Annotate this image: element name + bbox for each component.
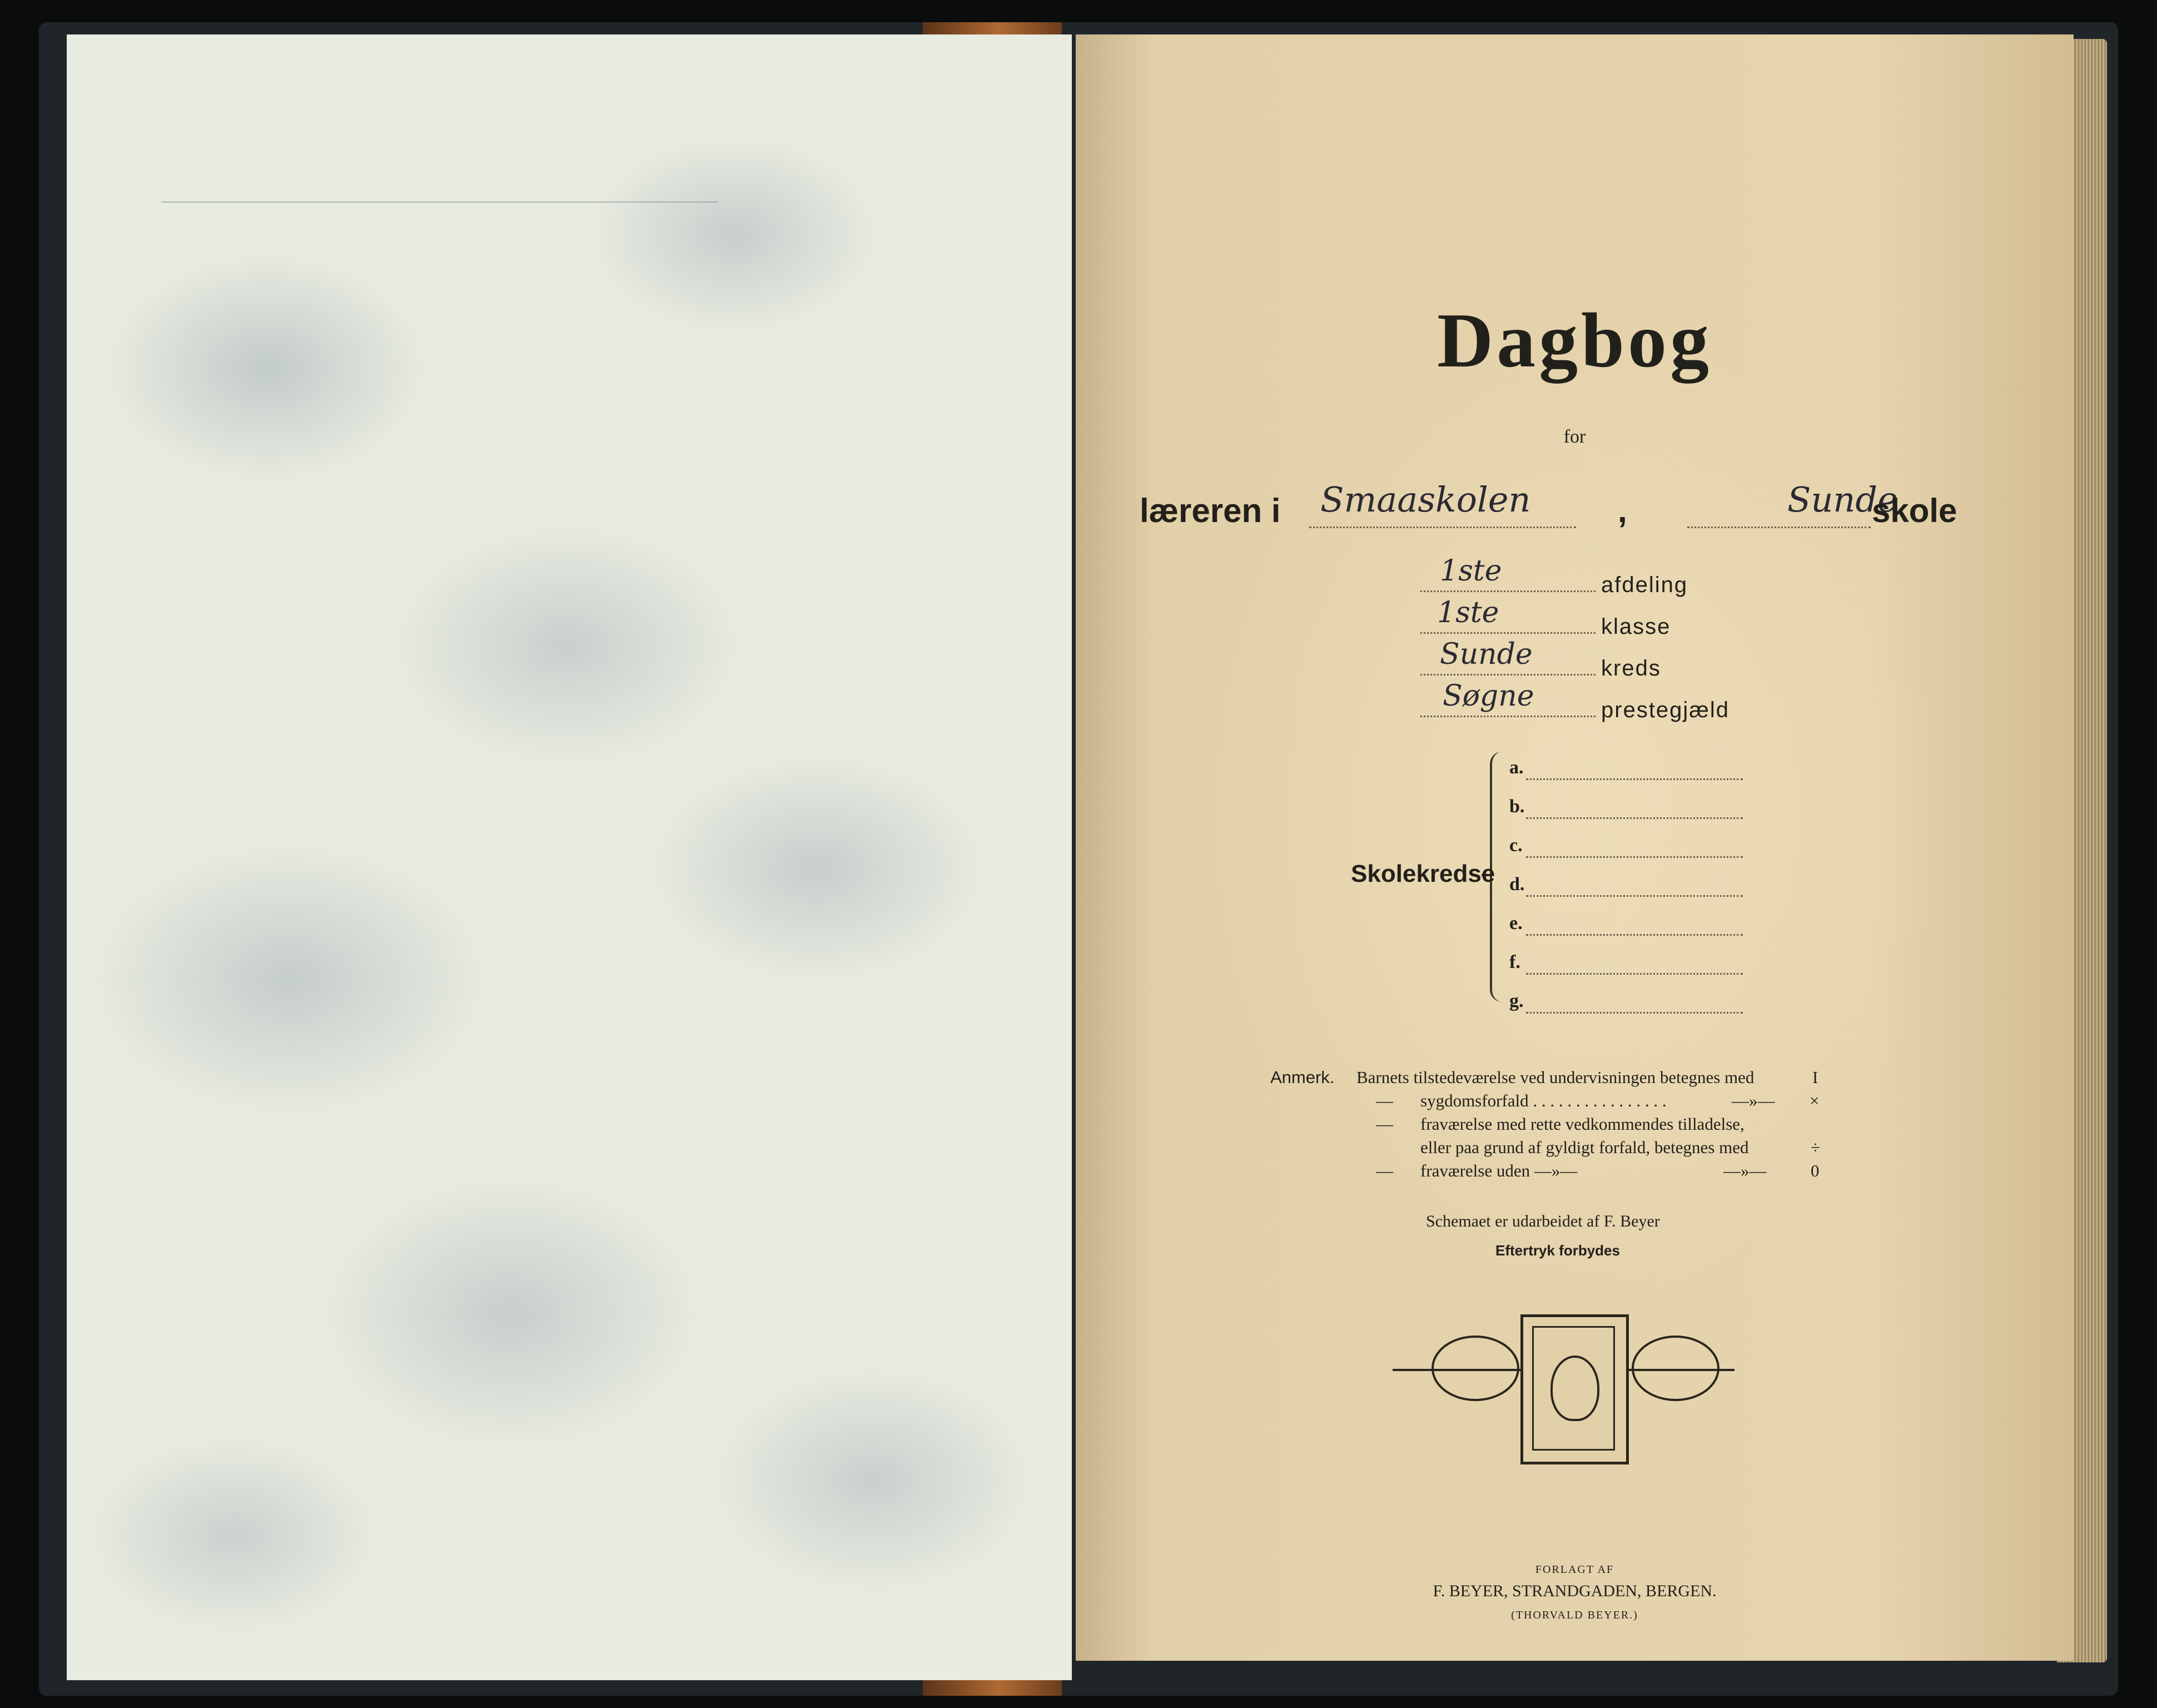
- prestegjaeld-label: prestegjæld: [1601, 698, 1730, 722]
- skolekredse-letter-b: b.: [1509, 796, 1525, 817]
- anmerk-line-1: Barnets tilstedeværelse ved undervisningen betegnes med: [1356, 1068, 1755, 1087]
- afdeling-label: afdeling: [1601, 573, 1688, 597]
- skolekredse-letter-g: g.: [1509, 991, 1524, 1011]
- flourish-left: [1432, 1335, 1519, 1401]
- anmerk-symbol-4: ÷: [1811, 1138, 1821, 1157]
- afdeling-dotted-line: [1420, 590, 1596, 592]
- kreds-dotted-line: [1420, 674, 1596, 676]
- anmerk-dash-5: —: [1376, 1161, 1393, 1180]
- bleed-through-line: [161, 201, 717, 203]
- school-handwritten: Sunde: [1787, 479, 1898, 520]
- printer-seal-icon: [1550, 1356, 1599, 1421]
- comma: ,: [1618, 492, 1627, 529]
- for-word: for: [1563, 426, 1586, 447]
- anmerk-ditto-5: —»—: [1723, 1161, 1767, 1180]
- anmerk-dash-2: —: [1376, 1091, 1393, 1110]
- anmerk-line-3: fraværelse med rette vedkommendes tilladelse,: [1420, 1114, 1745, 1134]
- anmerk-dash-3: —: [1376, 1114, 1393, 1134]
- skolekredse-line-b: [1526, 817, 1743, 819]
- kreds-label: kreds: [1601, 656, 1661, 681]
- teacher-prefix: læreren i: [1140, 492, 1281, 529]
- anmerk-line-4: eller paa grund af gyldigt forfald, betegnes med: [1420, 1138, 1749, 1157]
- anmerk-line-5: fraværelse uden —»—: [1420, 1161, 1578, 1180]
- anmerk-label: Anmerk.: [1270, 1068, 1335, 1087]
- skolekredse-line-c: [1526, 856, 1743, 858]
- skolekredse-letter-c: c.: [1509, 835, 1523, 856]
- skolekredse-line-d: [1526, 895, 1743, 897]
- title-page: [1076, 34, 2074, 1661]
- teacher-handwritten: Smaaskolen: [1320, 479, 1531, 520]
- klasse-value: 1ste: [1437, 596, 1499, 629]
- prestegjaeld-value: Søgne: [1443, 679, 1534, 713]
- skolekredse-letter-a: a.: [1509, 757, 1524, 778]
- skolekredse-letter-f: f.: [1509, 952, 1520, 972]
- publisher-line-3: (THORVALD BEYER.): [1511, 1609, 1638, 1621]
- klasse-dotted-line: [1420, 632, 1596, 634]
- reprint-notice: Eftertryk forbydes: [1495, 1242, 1620, 1259]
- prestegjaeld-dotted-line: [1420, 716, 1596, 717]
- skolekredse-line-e: [1526, 934, 1743, 936]
- skolekredse-letter-e: e.: [1509, 913, 1523, 934]
- afdeling-value: 1ste: [1440, 554, 1502, 588]
- anmerk-line-2: sygdomsforfald . . . . . . . . . . . . . . . .: [1420, 1091, 1667, 1110]
- skolekredse-line-a: [1526, 778, 1743, 780]
- publisher-line-1: FORLAGT AF: [1535, 1563, 1614, 1576]
- skolekredse-line-f: [1526, 973, 1743, 975]
- schema-credit: Schemaet er udarbeidet af F. Beyer: [1426, 1212, 1660, 1230]
- teacher-dotted-line: [1309, 527, 1576, 528]
- skolekredse-line-g: [1526, 1012, 1743, 1014]
- anmerk-ditto-2: —»—: [1732, 1091, 1775, 1110]
- marbled-endpaper: [67, 34, 1072, 1680]
- klasse-label: klasse: [1601, 614, 1671, 639]
- skolekredse-label: Skolekredse: [1351, 860, 1495, 887]
- anmerk-symbol-2: ×: [1810, 1091, 1820, 1110]
- school-dotted-line: [1687, 527, 1871, 528]
- kreds-value: Sunde: [1440, 638, 1533, 671]
- publisher-line-2: F. BEYER, STRANDGADEN, BERGEN.: [1433, 1582, 1717, 1600]
- flourish-right: [1632, 1335, 1719, 1401]
- printer-emblem-frame: [1532, 1326, 1615, 1451]
- printer-emblem: [1520, 1314, 1629, 1464]
- document-title: Dagbog: [1437, 297, 1712, 384]
- skolekredse-letter-d: d.: [1509, 874, 1525, 895]
- anmerk-symbol-1: I: [1812, 1068, 1818, 1087]
- school-suffix: skole: [1872, 492, 1957, 529]
- anmerk-symbol-5: 0: [1811, 1161, 1820, 1180]
